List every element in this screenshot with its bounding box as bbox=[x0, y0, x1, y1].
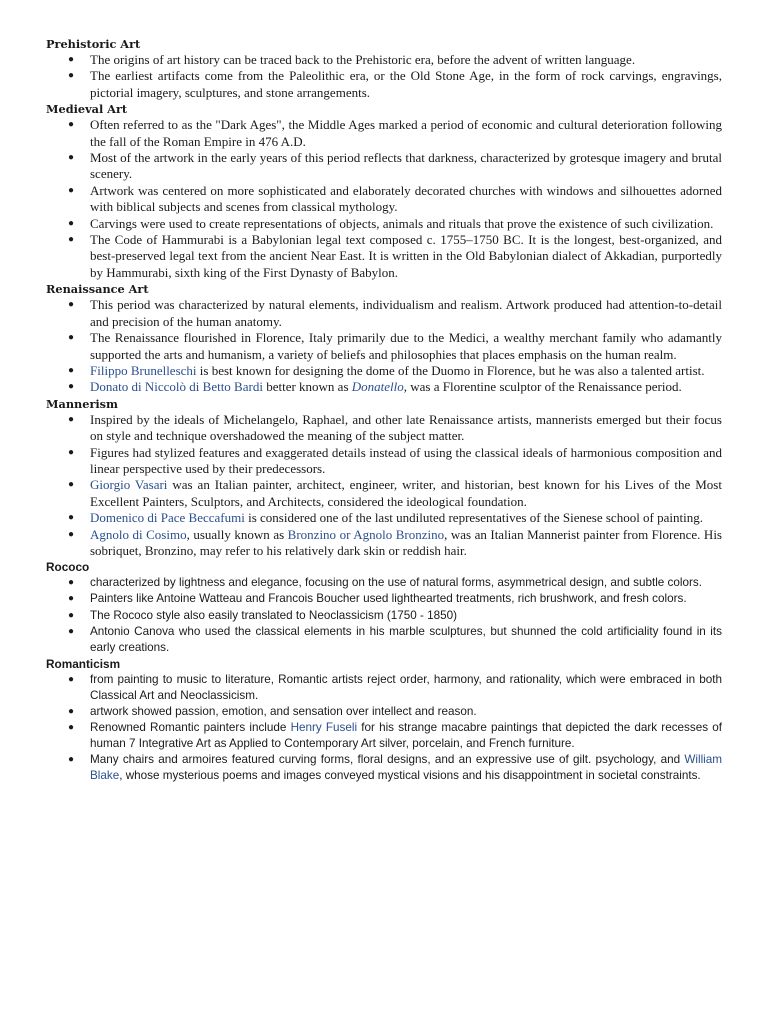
list-item bbox=[46, 672, 722, 704]
bullet-icon: ● bbox=[68, 706, 75, 718]
list-item bbox=[46, 68, 722, 101]
bullet-icon: ● bbox=[68, 593, 75, 605]
section-heading: Rococo bbox=[46, 560, 90, 575]
item-text: was an Italian painter, architect, engineer, writer, and historian, best known for his Lives of the Most Excellent Painters, Sculptors, and Architects, considered the ideological foundation. bbox=[90, 477, 722, 509]
list-item bbox=[46, 527, 722, 560]
item-text: Figures had stylized features and exaggerated details instead of using the classical ideals of harmonious composition and linear perspective used by their predecessors. bbox=[90, 444, 722, 476]
bullet-icon: ● bbox=[68, 54, 75, 65]
item-text: The origins of art history can be traced back to the Prehistoric era, before the advent of written language. bbox=[90, 52, 636, 67]
list-item bbox=[46, 330, 722, 363]
person-link[interactable]: William Blake bbox=[90, 753, 722, 783]
person-link[interactable]: Donatello bbox=[351, 379, 404, 395]
section-heading: Romanticism bbox=[46, 656, 121, 671]
item-text: , was a Florentine sculptor of the Renaissance period. bbox=[403, 379, 682, 395]
bullet-icon: ● bbox=[68, 673, 75, 685]
item-text: , was an Italian Mannerist painter from Florence. His sobriquet, Bronzino, may refer to his relatively dark skin or reddish hair. bbox=[90, 526, 722, 558]
bullet-icon: ● bbox=[68, 234, 75, 246]
bullet-icon: ● bbox=[68, 446, 75, 458]
list-item bbox=[46, 510, 722, 526]
bullet-list bbox=[46, 117, 722, 281]
list-item bbox=[46, 297, 722, 330]
item-text: The earliest artifacts come from the Paleolithic era, or the Old Stone Age, in the form of rock carvings, engravings, pictorial imagery, sculptures, and stone arrangements. bbox=[90, 68, 722, 100]
list-item bbox=[46, 720, 722, 752]
bullet-icon: ● bbox=[68, 381, 75, 393]
list-item bbox=[46, 445, 722, 478]
bullet-icon: ● bbox=[68, 413, 75, 425]
list-item bbox=[46, 150, 722, 183]
section bbox=[46, 656, 722, 785]
list-item bbox=[46, 363, 722, 379]
person-link[interactable]: Bronzino or Agnolo Bronzino bbox=[287, 526, 445, 542]
bullet-list bbox=[46, 297, 722, 395]
item-text: The Renaissance flourished in Florence, Italy primarily due to the Medici, a wealthy merchant family who adamantly supported the arts and humanism, a variety of beliefs and philosophies that places emphasis on the human realm. bbox=[90, 330, 722, 362]
document-page bbox=[46, 36, 722, 785]
list-item bbox=[46, 183, 722, 216]
bullet-icon: ● bbox=[68, 625, 75, 637]
person-link[interactable]: Agnolo di Cosimo bbox=[90, 526, 187, 542]
item-text: characterized by lightness and elegance, focusing on the use of natural forms, asymmetrical design, and subtle colors. bbox=[90, 576, 702, 590]
list-item bbox=[46, 477, 722, 510]
bullet-list bbox=[46, 412, 722, 560]
section bbox=[46, 101, 722, 281]
person-link[interactable]: Filippo Brunelleschi bbox=[90, 362, 197, 378]
person-link[interactable]: Domenico di Pace Beccafumi bbox=[90, 510, 245, 526]
item-text: better known as bbox=[262, 379, 352, 395]
person-link[interactable]: Donato di Niccolò di Betto Bardi bbox=[90, 379, 263, 395]
bullet-icon: ● bbox=[68, 184, 75, 196]
bullet-list bbox=[46, 575, 722, 655]
item-text: Artwork was centered on more sophisticated and elaborately decorated churches with windows and silhouettes adorned with biblical subjects and scenes from classical mythology. bbox=[90, 182, 722, 215]
person-link[interactable]: Henry Fuseli bbox=[290, 721, 358, 735]
list-item bbox=[46, 412, 722, 445]
bullet-icon: ● bbox=[68, 119, 75, 131]
item-text: Often referred to as the "Dark Ages", the Middle Ages marked a period of economic and cultural deterioration following the fall of the Roman Empire in 476 A.D. bbox=[90, 117, 722, 149]
bullet-icon: ● bbox=[68, 152, 75, 164]
list-item bbox=[46, 232, 722, 281]
list-item bbox=[46, 575, 722, 591]
list-item bbox=[46, 752, 722, 784]
item-text: Antonio Canova who used the classical elements in his marble sculptures, but shunned the cold artificiality found in its early creations. bbox=[90, 624, 722, 654]
section-heading: Renaissance Art bbox=[46, 282, 149, 297]
item-text: from painting to music to literature, Romantic artists reject order, harmony, and rationality, which were embraced in both Classical Art and Neoclassicism. bbox=[90, 672, 722, 702]
list-item bbox=[46, 117, 722, 150]
person-link[interactable]: Giorgio Vasari bbox=[90, 477, 168, 493]
bullet-icon: ● bbox=[68, 479, 75, 491]
bullet-list bbox=[46, 672, 722, 785]
list-item bbox=[46, 216, 722, 232]
item-text: is best known for designing the dome of the Duomo in Florence, but he was also a talented artist. bbox=[196, 362, 705, 378]
item-text: for his strange macabre paintings that depicted the dark recesses of human 7 Integrative Art as Applied to Contemporary Art silver, porcelain, and French furniture. bbox=[90, 721, 722, 751]
bullet-icon: ● bbox=[68, 528, 75, 540]
bullet-icon: ● bbox=[68, 754, 75, 766]
list-item bbox=[46, 379, 722, 395]
section bbox=[46, 36, 722, 101]
bullet-icon: ● bbox=[68, 217, 75, 229]
bullet-icon: ● bbox=[68, 364, 75, 376]
bullet-icon: ● bbox=[68, 722, 75, 734]
item-text: is considered one of the last undiluted representatives of the Sienese school of painting. bbox=[244, 510, 703, 526]
section-heading: Medieval Art bbox=[46, 102, 128, 117]
bullet-list bbox=[46, 52, 722, 101]
item-text: Painters like Antoine Watteau and Francois Boucher used lighthearted treatments, rich brushwork, and fresh colors. bbox=[90, 592, 687, 606]
bullet-icon: ● bbox=[68, 609, 75, 621]
list-item bbox=[46, 52, 722, 68]
bullet-icon: ● bbox=[68, 512, 75, 524]
list-item bbox=[46, 704, 722, 720]
section-heading: Mannerism bbox=[46, 396, 118, 411]
bullet-icon: ● bbox=[68, 577, 75, 589]
list-item bbox=[46, 608, 722, 624]
item-text: Most of the artwork in the early years of this period reflects that darkness, characterized by grotesque imagery and brutal scenery. bbox=[90, 150, 722, 182]
list-item bbox=[46, 591, 722, 607]
list-item bbox=[46, 624, 722, 656]
item-text: The Code of Hammurabi is a Babylonian legal text composed c. 1755–1750 BC. It is the longest, best-organized, and best-preserved legal text from the ancient Near East. It is written in the Old Babylonian dialect of Akkadian, purportedly by Hammurabi, sixth king of the First Dynasty of Babylon. bbox=[90, 232, 722, 280]
item-text: Inspired by the ideals of Michelangelo, Raphael, and other late Renaissance artists, mannerists emerged but their focus on style and technique overshadowed the meaning of the subject matter. bbox=[90, 411, 722, 444]
item-text: The Rococo style also easily translated to Neoclassicism (1750 - 1850) bbox=[90, 608, 458, 622]
section bbox=[46, 559, 722, 655]
bullet-icon: ● bbox=[68, 332, 75, 344]
item-text: This period was characterized by natural elements, individualism and realism. Artwork produced had attention-to-detail and precision of the human anatomy. bbox=[90, 297, 722, 329]
item-text: Renowned Romantic painters include bbox=[90, 721, 291, 735]
section bbox=[46, 281, 722, 395]
item-text: , whose mysterious poems and images conveyed mystical visions and his disappointment in societal constraints. bbox=[119, 769, 701, 783]
item-text: Carvings were used to create representations of objects, animals and rituals that prove the existence of such civilization. bbox=[90, 215, 714, 231]
section-heading: Prehistoric Art bbox=[46, 37, 141, 51]
item-text: artwork showed passion, emotion, and sensation over intellect and reason. bbox=[90, 705, 477, 719]
item-text: , usually known as bbox=[186, 526, 288, 542]
bullet-icon: ● bbox=[68, 299, 75, 311]
bullet-icon: ● bbox=[68, 70, 75, 82]
section bbox=[46, 396, 722, 560]
item-text: Many chairs and armoires featured curving forms, floral designs, and an expressive use of gilt. psychology, and bbox=[90, 753, 685, 767]
